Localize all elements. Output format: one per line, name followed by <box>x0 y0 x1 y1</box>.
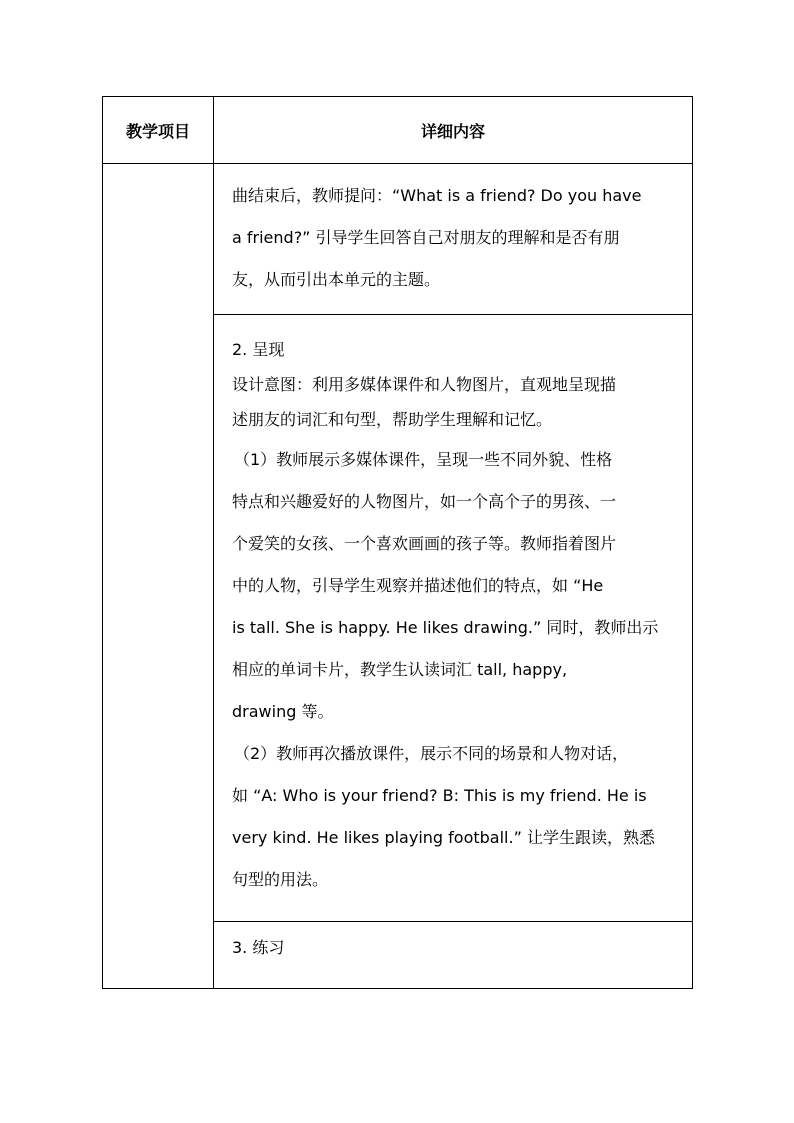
text-line: 如 “A: Who is your friend? B: This is my friend. He is <box>232 786 647 805</box>
text-line: a friend?” 引导学生回答自己对朋友的理解和是否有朋 <box>232 228 620 247</box>
text-line: very kind. He likes playing football.” 让学生跟读，熟悉 <box>232 828 655 847</box>
text-line: 中的人物，引导学生观察并描述他们的特点，如 “He <box>232 576 604 595</box>
section-practice-cell <box>214 922 693 989</box>
text-line: is tall. She is happy. He likes drawing.” 同时，教师出示 <box>232 618 659 637</box>
section-heading: 2. 呈现 <box>232 340 285 359</box>
section-intro-cell <box>214 164 693 315</box>
section-presentation-cell <box>214 315 693 922</box>
text-line: （1）教师展示多媒体课件，呈现一些不同外貌、性格 <box>234 450 613 469</box>
header-teaching-item: 教学项目 <box>103 97 214 164</box>
text-line: 友，从而引出本单元的主题。 <box>232 270 441 289</box>
section-intro <box>214 164 692 314</box>
text-line: drawing 等。 <box>232 702 334 721</box>
design-intent-line: 述朋友的词汇和句型，帮助学生理解和记忆。 <box>232 410 553 429</box>
section-practice <box>214 922 692 988</box>
text-line: 曲结束后，教师提问：“What is a friend? Do you have <box>232 186 642 205</box>
table-header-row <box>103 97 693 164</box>
teaching-item-cell <box>103 164 214 989</box>
design-intent-line: 设计意图：利用多媒体课件和人物图片，直观地呈现描 <box>232 375 617 394</box>
text-line: 个爱笑的女孩、一个喜欢画画的孩子等。教师指着图片 <box>232 534 617 553</box>
text-line: 句型的用法。 <box>232 870 329 889</box>
section-heading: 3. 练习 <box>232 938 285 957</box>
lesson-plan-table <box>102 96 693 989</box>
header-detailed-content: 详细内容 <box>214 97 693 164</box>
table-row <box>103 164 693 315</box>
text-line: 特点和兴趣爱好的人物图片，如一个高个子的男孩、一 <box>232 492 617 511</box>
section-presentation <box>214 315 692 921</box>
text-line: （2）教师再次播放课件，展示不同的场景和人物对话， <box>234 744 629 763</box>
text-line: 相应的单词卡片，教学生认读词汇 tall, happy, <box>232 660 568 679</box>
